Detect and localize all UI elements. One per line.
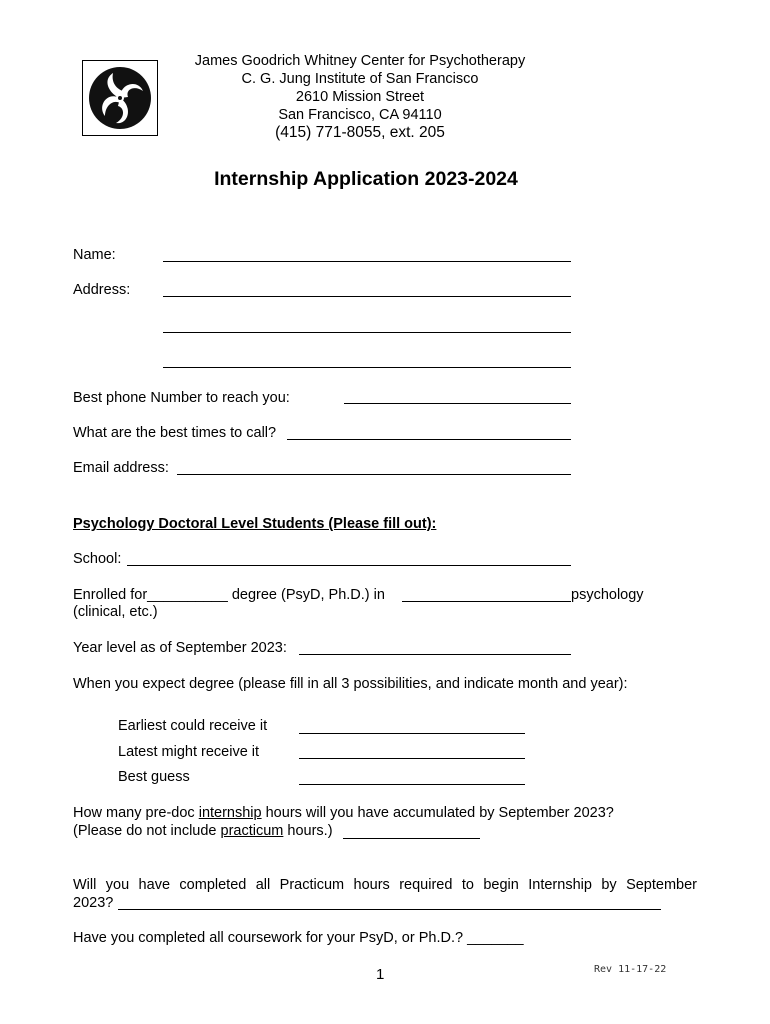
enrolled-label: Enrolled for__________ degree (PsyD, Ph.D.) in (73, 587, 385, 603)
hours-note-practicum: practicum (220, 823, 284, 839)
institute-name: C. G. Jung Institute of San Francisco (241, 71, 479, 87)
email-field[interactable] (177, 474, 571, 475)
phone-field[interactable] (344, 403, 571, 404)
practicum-question: Will you have completed all Practicum hours required to begin Internship by September (73, 877, 697, 893)
best-guess-field[interactable] (299, 784, 525, 785)
hours-note-a: (Please do not include (73, 823, 221, 839)
call-times-field[interactable] (287, 439, 571, 440)
phone-label: Best phone Number to reach you: (73, 390, 290, 406)
year-level-label: Year level as of September 2023: (73, 640, 287, 656)
hours-field[interactable] (343, 838, 480, 839)
hours-text-internship: internship (198, 805, 262, 821)
org-name: James Goodrich Whitney Center for Psychotherapy (194, 53, 526, 69)
address-field-line-2[interactable] (163, 332, 571, 333)
street-address: 2610 Mission Street (295, 89, 425, 105)
school-label: School: (73, 551, 122, 567)
hours-text-a: How many pre-doc (73, 805, 199, 821)
best-guess-label: Best guess (118, 769, 190, 785)
coursework-question: Have you completed all coursework for your PsyD, or Ph.D.? _______ (73, 930, 524, 946)
page-number: 1 (376, 966, 385, 983)
clinical-note: (clinical, etc.) (73, 604, 158, 620)
psychology-type-field[interactable] (402, 601, 571, 602)
name-field[interactable] (163, 261, 571, 262)
earliest-label: Earliest could receive it (118, 718, 268, 734)
hours-question (73, 805, 614, 821)
practicum-year: 2023? (73, 895, 114, 911)
revision-label: Rev 11-17-22 (594, 964, 667, 975)
name-label: Name: (73, 247, 116, 263)
expect-degree-label: When you expect degree (please fill in all 3 possibilities, and indicate month and year): (73, 676, 628, 692)
spiral-logo-icon (83, 61, 157, 135)
hours-text-b: hours will you have accumulated by September 2023? (261, 805, 614, 821)
address-label: Address: (73, 282, 131, 298)
org-phone: (415) 771-8055, ext. 205 (275, 124, 445, 141)
address-field-line-1[interactable] (163, 296, 571, 297)
logo (82, 60, 158, 136)
address-field-line-3[interactable] (163, 367, 571, 368)
psychology-label: psychology (571, 587, 644, 603)
section-heading: Psychology Doctoral Level Students (Please fill out): (73, 516, 437, 532)
latest-field[interactable] (299, 758, 525, 759)
earliest-field[interactable] (299, 733, 525, 734)
latest-label: Latest might receive it (118, 744, 260, 760)
call-times-label: What are the best times to call? (73, 425, 277, 441)
practicum-field[interactable] (118, 909, 661, 910)
email-label: Email address: (73, 460, 169, 476)
city-address: San Francisco, CA 94110 (278, 107, 442, 123)
school-field[interactable] (127, 565, 571, 566)
page-title: Internship Application 2023-2024 (214, 168, 518, 190)
hours-note (73, 823, 333, 839)
hours-note-b: hours.) (283, 823, 333, 839)
letterhead (150, 52, 570, 142)
year-level-field[interactable] (299, 654, 571, 655)
